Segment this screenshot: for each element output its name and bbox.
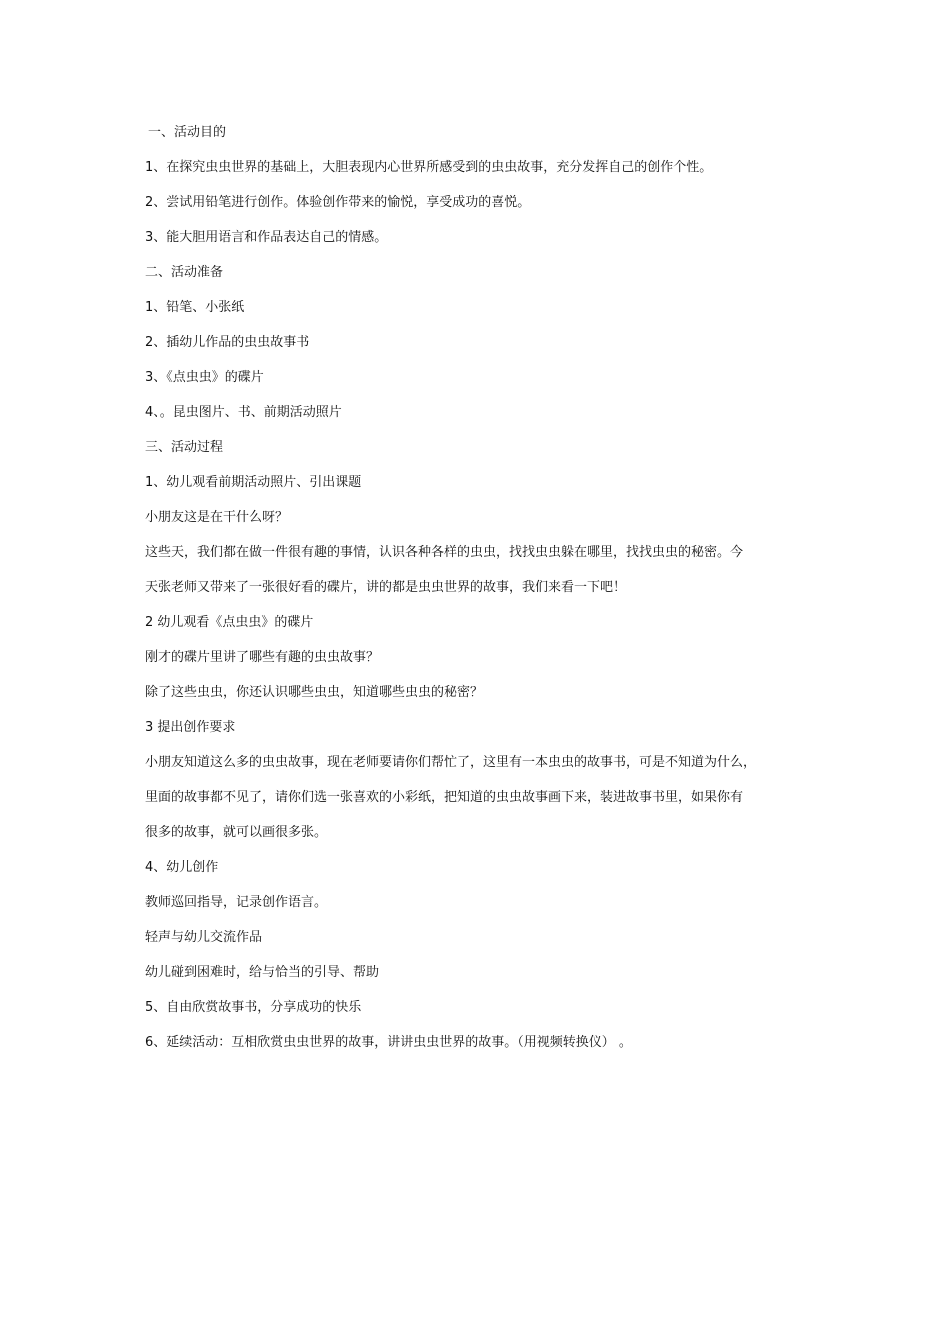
goal-item-1: 1、在探究虫虫世界的基础上，大胆表现内心世界所感受到的虫虫故事，充分发挥自己的创作个性。	[145, 160, 713, 175]
process-text: 幼儿碰到困难时，给与恰当的引导、帮助	[145, 965, 380, 980]
section-heading-goals: 一、活动目的	[148, 125, 227, 140]
process-step-2: 2 幼儿观看《点虫虫》的碟片	[145, 615, 314, 630]
prep-item-3: 3、《点虫虫》的碟片	[145, 370, 264, 385]
prep-item-2: 2、插幼儿作品的虫虫故事书	[145, 335, 310, 350]
process-text: 这些天，我们都在做一件很有趣的事情，认识各种各样的虫虫，找找虫虫躲在哪里，找找虫虫的秘密。今	[145, 545, 744, 560]
prep-item-4: 4、。昆虫图片、书、前期活动照片	[145, 405, 342, 420]
document-body	[145, 124, 825, 1069]
process-text: 里面的故事都不见了，请你们选一张喜欢的小彩纸，把知道的虫虫故事画下来，装进故事书里，如果你有	[145, 790, 744, 805]
section-heading-process: 三、活动过程	[145, 440, 224, 455]
process-step-6: 6、延续活动：互相欣赏虫虫世界的故事，讲讲虫虫世界的故事。（用视频转换仪） 。	[145, 1035, 632, 1050]
process-text: 轻声与幼儿交流作品	[145, 930, 263, 945]
process-text: 教师巡回指导，记录创作语言。	[145, 895, 328, 910]
process-text: 刚才的碟片里讲了哪些有趣的虫虫故事？	[145, 650, 380, 665]
process-step-5: 5、自由欣赏故事书，分享成功的快乐	[145, 1000, 362, 1015]
process-text: 小朋友这是在干什么呀？	[145, 510, 289, 525]
process-step-1: 1、幼儿观看前期活动照片、引出课题	[145, 475, 362, 490]
prep-item-1: 1、铅笔、小张纸	[145, 300, 245, 315]
process-text: 天张老师又带来了一张很好看的碟片，讲的都是虫虫世界的故事，我们来看一下吧！	[145, 580, 627, 595]
goal-item-3: 3、能大胆用语言和作品表达自己的情感。	[145, 230, 388, 245]
process-step-4: 4、幼儿创作	[145, 860, 219, 875]
process-step-3: 3 提出创作要求	[145, 720, 236, 735]
goal-item-2: 2、尝试用铅笔进行创作。体验创作带来的愉悦，享受成功的喜悦。	[145, 195, 531, 210]
process-text: 很多的故事，就可以画很多张。	[145, 825, 328, 840]
section-heading-preparation: 二、活动准备	[145, 265, 224, 280]
process-text: 小朋友知道这么多的虫虫故事，现在老师要请你们帮忙了，这里有一本虫虫的故事书，可是不知道为什么，	[145, 755, 757, 770]
process-text: 除了这些虫虫，你还认识哪些虫虫，知道哪些虫虫的秘密？	[145, 685, 484, 700]
